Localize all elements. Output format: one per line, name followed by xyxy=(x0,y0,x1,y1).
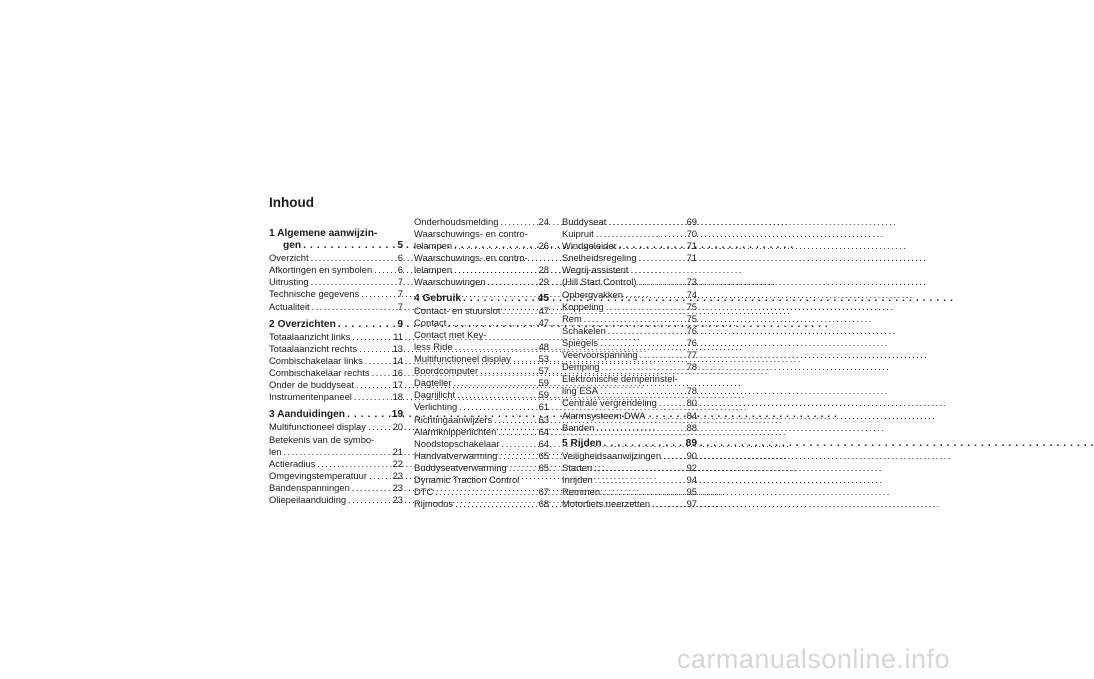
toc-entry[interactable] xyxy=(414,401,549,413)
toc-page-number: 78 xyxy=(686,385,697,397)
dot-leader xyxy=(352,482,391,494)
toc-page-number: 95 xyxy=(686,486,697,498)
toc-page-number: 61 xyxy=(538,401,549,413)
toc-entry[interactable] xyxy=(269,288,403,300)
toc-page-number: 16 xyxy=(392,367,403,379)
toc-entry[interactable] xyxy=(562,252,697,264)
dot-leader xyxy=(608,325,685,337)
toc-page-number: 78 xyxy=(686,361,697,373)
toc-entry[interactable] xyxy=(269,355,403,367)
toc-page-number: 7 xyxy=(397,288,403,300)
dot-leader xyxy=(435,486,536,498)
dot-leader xyxy=(284,446,391,458)
toc-entry[interactable] xyxy=(562,349,697,361)
toc-entry-title: Veervoorspanning xyxy=(562,349,638,361)
toc-column-3 xyxy=(562,216,697,510)
dot-leader xyxy=(602,486,685,498)
toc-entry-title: Rijmodus xyxy=(414,498,454,510)
toc-entry[interactable] xyxy=(269,421,403,433)
toc-entry-title: Noodstopschakelaar xyxy=(414,437,500,449)
dot-leader xyxy=(356,379,391,391)
dot-leader xyxy=(352,331,391,343)
dot-leader xyxy=(640,349,685,361)
toc-page-number: 64 xyxy=(538,425,549,437)
dot-leader xyxy=(448,317,536,329)
toc-entry[interactable] xyxy=(562,498,697,510)
toc-page-number: 88 xyxy=(686,421,697,433)
toc-page-number: 45 xyxy=(537,292,549,304)
toc-page-number: 68 xyxy=(538,498,549,510)
toc-entry[interactable] xyxy=(414,377,549,389)
toc-page-number: 71 xyxy=(686,252,697,264)
toc-entry-title: Remmen xyxy=(562,486,601,498)
dot-leader xyxy=(604,438,684,450)
toc-entry-title: Waarschuwingen xyxy=(414,276,486,288)
toc-entry-title-line: 1 Algemene aanwijzin- xyxy=(269,228,378,239)
toc-entry-title: Overzicht xyxy=(269,252,309,264)
toc-entry-title: Windgeleider xyxy=(562,240,617,252)
toc-entry-title: Combischakelaar links xyxy=(269,354,363,366)
toc-entry-title: Dagteller xyxy=(414,377,452,389)
toc-entry-title: lelampen xyxy=(414,264,453,276)
dot-leader xyxy=(312,301,391,313)
toc-page-number: 67 xyxy=(538,486,549,498)
toc-entry-title: Inrijden xyxy=(562,473,593,485)
toc-page-number: 64 xyxy=(538,437,549,449)
toc-entry[interactable] xyxy=(414,389,549,401)
dot-leader xyxy=(608,216,684,228)
dot-leader xyxy=(359,343,390,355)
dot-leader xyxy=(454,264,537,276)
toc-entry[interactable] xyxy=(269,482,403,494)
dot-leader xyxy=(454,377,537,389)
dot-leader xyxy=(625,289,685,301)
toc-entry-title: 5 Rijden xyxy=(562,437,602,449)
toc-page-number: 7 xyxy=(397,300,403,312)
dot-leader xyxy=(317,458,390,470)
dot-leader xyxy=(619,240,685,252)
toc-page-number: 5 xyxy=(397,240,403,252)
toc-entry-title: Technische gegevens xyxy=(269,288,360,300)
dot-leader xyxy=(311,252,391,264)
toc-section-heading[interactable] xyxy=(269,319,403,331)
toc-page-number: 75 xyxy=(686,312,697,324)
toc-entry-title: Instrumentenpaneel xyxy=(269,391,352,403)
toc-page-number: 48 xyxy=(538,340,549,352)
dot-leader xyxy=(311,276,391,288)
toc-entry-title: Boordcomputer xyxy=(414,365,479,377)
toc-entry-title: (Hill Start Control) xyxy=(562,276,637,288)
toc-entry[interactable] xyxy=(414,252,549,276)
toc-entry-title-line: Waarschuwings- en contro- xyxy=(414,228,528,240)
toc-page-number: 89 xyxy=(685,437,697,449)
toc-entry[interactable] xyxy=(269,391,403,403)
toc-entry[interactable] xyxy=(562,337,697,349)
toc-entry-title: Multifunctioneel display xyxy=(414,353,511,365)
dot-leader xyxy=(494,414,536,426)
dot-leader xyxy=(457,389,536,401)
toc-entry[interactable] xyxy=(414,438,549,450)
toc-entry-title: Combischakelaar rechts xyxy=(269,367,370,379)
toc-entry-title: Rem xyxy=(562,312,582,324)
toc-entry-title: Contact xyxy=(414,316,447,328)
toc-entry[interactable] xyxy=(414,414,549,426)
toc-column-1 xyxy=(269,228,403,506)
toc-page-number: 80 xyxy=(686,397,697,409)
toc-page-number: 26 xyxy=(538,240,549,252)
toc-page-number: 59 xyxy=(538,377,549,389)
toc-entry[interactable] xyxy=(562,313,697,325)
dot-leader xyxy=(455,341,537,353)
toc-page-number: 19 xyxy=(391,409,403,421)
dot-leader xyxy=(459,401,536,413)
toc-entry[interactable] xyxy=(562,422,697,434)
toc-page-number: 6 xyxy=(397,252,403,264)
toc-entry-title: Kuipruit xyxy=(562,228,594,240)
toc-entry[interactable] xyxy=(562,410,697,422)
toc-entry[interactable] xyxy=(269,434,403,458)
toc-entry-title-line: Elektronische demperinstel- xyxy=(562,373,678,385)
toc-entry-title: less Ride xyxy=(414,340,453,352)
toc-entry[interactable] xyxy=(269,470,403,482)
toc-page-number: 24 xyxy=(538,216,549,227)
dot-leader xyxy=(595,474,685,486)
toc-section-heading[interactable] xyxy=(269,409,403,421)
toc-page-number: 29 xyxy=(538,276,549,288)
toc-entry[interactable] xyxy=(562,361,697,373)
toc-entry[interactable] xyxy=(269,458,403,470)
toc-entry-title: Spiegels xyxy=(562,336,598,348)
toc-entry-title: Onder de buddyseat xyxy=(269,379,354,391)
toc-entry[interactable] xyxy=(269,343,403,355)
toc-page-number: 11 xyxy=(393,330,403,342)
dot-leader xyxy=(454,240,537,252)
dot-leader xyxy=(374,264,391,276)
toc-section-heading[interactable] xyxy=(562,438,697,450)
dot-leader xyxy=(509,462,537,474)
toc-entry-title: Buddyseatverwarming xyxy=(414,461,507,473)
toc-page-number: 65 xyxy=(538,449,549,461)
dot-leader xyxy=(584,313,685,325)
toc-entry-title: Actualiteit xyxy=(269,300,310,312)
dot-leader xyxy=(600,337,685,349)
toc-page-number: 65 xyxy=(538,461,549,473)
toc-entry[interactable] xyxy=(269,301,403,313)
dot-leader xyxy=(652,498,684,510)
toc-page-number: 23 xyxy=(392,481,403,493)
toc-entry-title-line: Contact met Key- xyxy=(414,328,487,340)
toc-entry-title: Totaalaanzicht links xyxy=(269,330,351,342)
dot-leader xyxy=(354,391,391,403)
toc-page-number: 73 xyxy=(686,276,697,288)
dot-leader xyxy=(594,462,684,474)
toc-entry-title: Contact- en stuurslot xyxy=(414,304,501,316)
toc-entry[interactable] xyxy=(414,317,549,329)
dot-leader xyxy=(606,301,685,313)
toc-page-number: 20 xyxy=(392,421,403,433)
toc-entry-title: Uitrusting xyxy=(269,276,309,288)
toc-entry[interactable] xyxy=(562,264,697,288)
dot-leader xyxy=(347,409,390,421)
dot-leader xyxy=(368,421,391,433)
toc-entry[interactable] xyxy=(269,331,403,343)
toc-entry[interactable] xyxy=(414,329,549,353)
toc-page-number: 21 xyxy=(392,445,403,457)
toc-entry[interactable] xyxy=(562,486,697,498)
dot-leader xyxy=(372,367,391,379)
toc-entry[interactable] xyxy=(414,305,549,317)
toc-entry-title: Schakelen xyxy=(562,324,606,336)
toc-entry-title: Richtingaanwijzers xyxy=(414,413,493,425)
toc-page-number: 18 xyxy=(392,391,403,403)
toc-entry[interactable] xyxy=(414,353,549,365)
toc-entry-title: Bandenspanningen xyxy=(269,481,350,493)
toc-entry-title: DTC xyxy=(414,486,434,498)
toc-page-number: 59 xyxy=(538,389,549,401)
toc-section-heading[interactable] xyxy=(269,228,403,252)
toc-entry-title: Motorfiets neerzetten xyxy=(562,498,651,510)
toc-page-number: 14 xyxy=(392,354,403,366)
toc-entry-title-line: Wegrij-assistent xyxy=(562,264,629,276)
dot-leader xyxy=(639,276,685,288)
dot-leader xyxy=(499,450,536,462)
toc-page-number: 23 xyxy=(392,469,403,481)
dot-leader xyxy=(498,426,536,438)
toc-entry-title: Afkortingen en symbolen xyxy=(269,264,373,276)
toc-entry[interactable] xyxy=(414,462,549,474)
toc-page-number: 76 xyxy=(686,336,697,348)
toc-page-number: 28 xyxy=(538,264,549,276)
toc-entry-title: ling ESA xyxy=(562,385,598,397)
toc-entry[interactable] xyxy=(269,252,403,264)
dot-leader xyxy=(500,216,536,228)
toc-page-number: 97 xyxy=(686,498,697,510)
toc-entry-title: Centrale vergrendeling xyxy=(562,397,657,409)
toc-entry-title: len xyxy=(269,445,282,457)
toc-column-2 xyxy=(414,216,549,510)
toc-entry-title-line: Betekenis van de symbo- xyxy=(269,433,375,445)
toc-entry-title: Handvatverwarming xyxy=(414,449,498,461)
toc-entry[interactable] xyxy=(414,474,549,498)
toc-entry-title: Multifunctioneel display xyxy=(269,421,366,433)
toc-entry-title: gen xyxy=(283,240,302,252)
dot-leader xyxy=(463,293,536,305)
toc-entry-title: 4 Gebruik xyxy=(414,292,461,304)
toc-entry-title: Onderhoudsmelding xyxy=(414,216,499,227)
toc-entry[interactable] xyxy=(562,450,697,462)
toc-page-number: 90 xyxy=(686,449,697,461)
toc-page-number: 71 xyxy=(686,240,697,252)
dot-leader xyxy=(648,410,685,422)
toc-entry-title: Snelheidsregeling xyxy=(562,252,637,264)
toc-entry[interactable] xyxy=(269,367,403,379)
toc-page-number: 70 xyxy=(686,228,697,240)
toc-page-number: 22 xyxy=(392,457,403,469)
toc-page-number: 23 xyxy=(392,493,403,505)
dot-leader xyxy=(303,240,391,252)
toc-entry[interactable] xyxy=(414,276,549,288)
dot-leader xyxy=(600,385,685,397)
dot-leader xyxy=(369,470,391,482)
toc-entry[interactable] xyxy=(562,373,697,397)
toc-entry-title: Buddyseat xyxy=(562,216,607,227)
toc-page-number: 69 xyxy=(686,216,697,227)
toc-entry[interactable] xyxy=(414,228,549,252)
toc-entry[interactable] xyxy=(269,264,403,276)
toc-page-number: 84 xyxy=(686,409,697,421)
toc-entry-title: Oliepeilaanduiding xyxy=(269,493,347,505)
toc-page-number: 13 xyxy=(392,342,403,354)
toc-page-number: 47 xyxy=(538,304,549,316)
dot-leader xyxy=(338,319,391,331)
dot-leader xyxy=(596,228,685,240)
toc-entry[interactable] xyxy=(269,494,403,506)
toc-entry[interactable] xyxy=(414,216,549,228)
toc-page-number: 63 xyxy=(538,413,549,425)
toc-entry[interactable] xyxy=(562,289,697,301)
toc-entry-title: Omgevingstemperatuur xyxy=(269,469,367,481)
toc-page-number: 76 xyxy=(686,324,697,336)
toc-entry-title: Opbergvakken xyxy=(562,288,623,300)
toc-entry[interactable] xyxy=(562,228,697,240)
dot-leader xyxy=(488,276,537,288)
dot-leader xyxy=(348,494,390,506)
toc-entry-title: Banden xyxy=(562,421,595,433)
dot-leader xyxy=(365,355,391,367)
toc-entry-title: Verlichting xyxy=(414,401,458,413)
toc-entry[interactable] xyxy=(562,325,697,337)
toc-page-number: 53 xyxy=(538,353,549,365)
toc-entry[interactable] xyxy=(414,450,549,462)
toc-entry-title: lelampen xyxy=(414,240,453,252)
toc-page-number: 92 xyxy=(686,461,697,473)
toc-entry[interactable] xyxy=(562,216,697,228)
toc-page-number: 17 xyxy=(392,379,403,391)
toc-entry-title: 3 Aanduidingen xyxy=(269,409,346,421)
toc-entry[interactable] xyxy=(269,276,403,288)
page-title: Inhoud xyxy=(269,195,314,210)
toc-entry[interactable] xyxy=(414,365,549,377)
watermark-text: carmanualsonline.info xyxy=(676,644,950,674)
toc-entry-title: Alarmknipperlichten xyxy=(414,425,497,437)
toc-entry-title-line: Dynamic Traction Control xyxy=(414,473,520,485)
toc-entry[interactable] xyxy=(562,240,697,252)
toc-entry[interactable] xyxy=(562,397,697,409)
dot-leader xyxy=(455,498,536,510)
toc-section-heading[interactable] xyxy=(414,293,549,305)
toc-entry-title: Starten xyxy=(562,461,593,473)
toc-entry-title-line: Waarschuwings- en contro- xyxy=(414,252,528,264)
toc-page-number: 74 xyxy=(686,288,697,300)
toc-entry-title: Veiligheidsaanwijzingen xyxy=(562,449,662,461)
toc-entry-title: Koppeling xyxy=(562,300,604,312)
toc-entry-title: Demping xyxy=(562,361,600,373)
toc-entry-title: 2 Overzichten xyxy=(269,318,336,330)
toc-entry[interactable] xyxy=(414,426,549,438)
toc-entry-title: Totaalaanzicht rechts xyxy=(269,342,358,354)
dot-leader xyxy=(501,438,536,450)
toc-entry[interactable] xyxy=(562,462,697,474)
toc-page-number: 94 xyxy=(686,473,697,485)
toc-page-number: 7 xyxy=(397,276,403,288)
dot-leader xyxy=(480,365,536,377)
toc-entry-title: Alarmsysteem DWA xyxy=(562,409,646,421)
toc-entry-title: Actieradius xyxy=(269,457,316,469)
dot-leader xyxy=(663,450,685,462)
toc-page-number: 9 xyxy=(397,318,403,330)
toc-entry[interactable] xyxy=(414,498,549,510)
dot-leader xyxy=(596,422,684,434)
toc-entry[interactable] xyxy=(562,301,697,313)
toc-page-number: 57 xyxy=(538,365,549,377)
toc-entry-title: Dagrijlicht xyxy=(414,389,456,401)
toc-entry[interactable] xyxy=(562,474,697,486)
dot-leader xyxy=(639,252,685,264)
dot-leader xyxy=(513,353,537,365)
dot-leader xyxy=(659,397,685,409)
toc-page-number: 75 xyxy=(686,300,697,312)
toc-page-number: 47 xyxy=(538,316,549,328)
dot-leader xyxy=(361,288,391,300)
dot-leader xyxy=(602,361,685,373)
dot-leader xyxy=(503,305,537,317)
toc-entry[interactable] xyxy=(269,379,403,391)
toc-page-number: 77 xyxy=(686,349,697,361)
toc-page-number: 6 xyxy=(397,264,403,276)
